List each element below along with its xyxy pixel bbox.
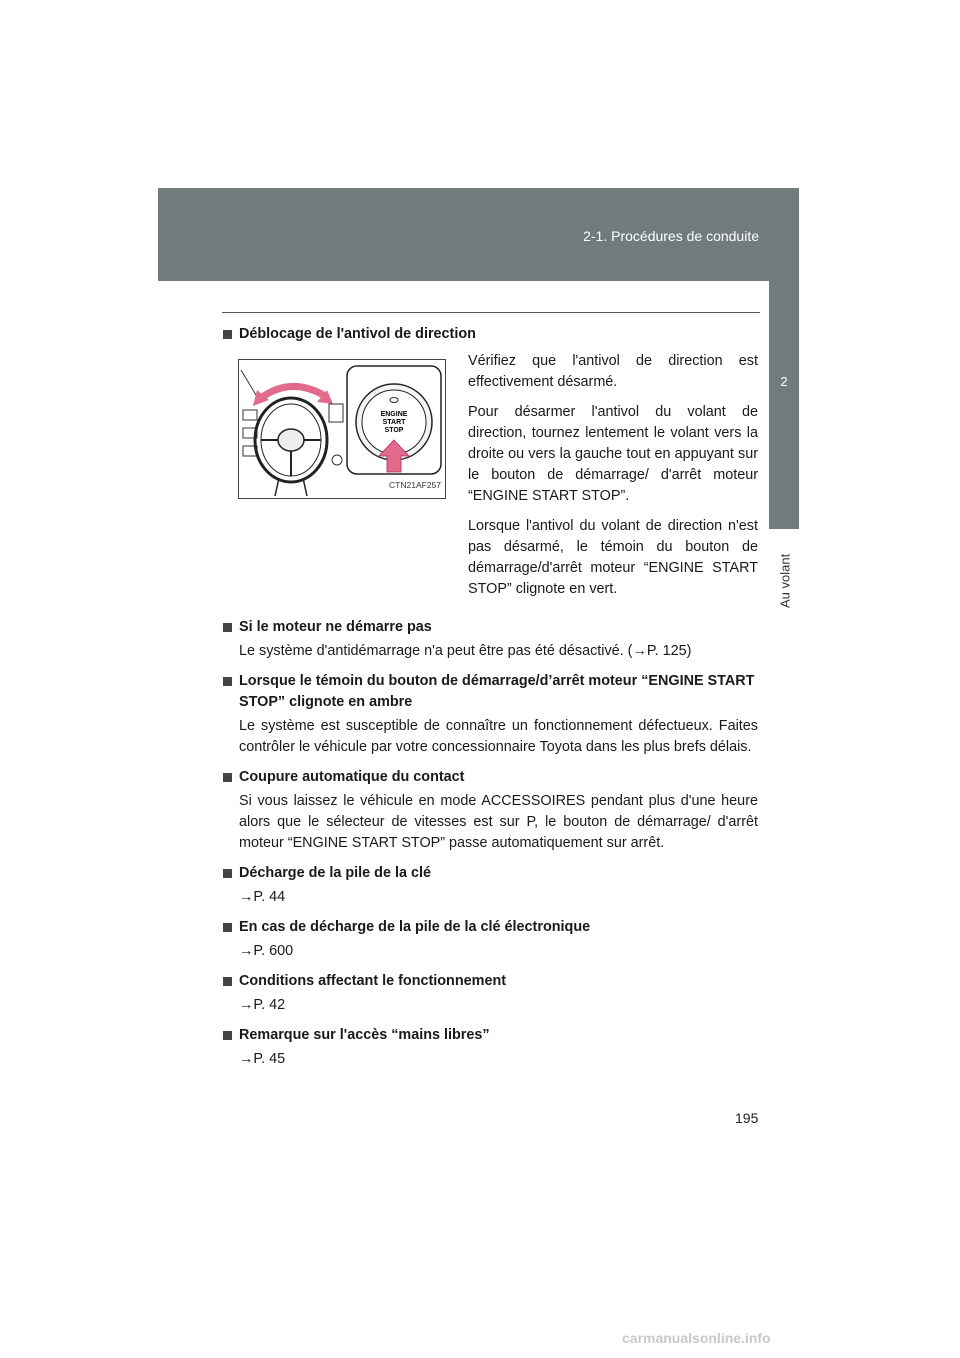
steering-wheel-illustration xyxy=(238,359,446,499)
square-bullet-icon xyxy=(223,1031,232,1040)
section-heading: Coupure automatique du contact xyxy=(222,767,758,788)
square-bullet-icon xyxy=(223,677,232,686)
section-heading: Si le moteur ne démarre pas xyxy=(222,617,758,638)
page-number: 195 xyxy=(735,1110,759,1126)
page-reference: →P. 600 xyxy=(239,943,294,959)
header-band xyxy=(158,188,799,281)
square-bullet-icon xyxy=(223,623,232,632)
section-title: 2-1. Procédures de conduite xyxy=(583,228,759,244)
section-heading: Remarque sur l'accès “mains libres” xyxy=(222,1025,758,1046)
section-heading: Conditions affectant le fonctionnement xyxy=(222,971,758,992)
page-content xyxy=(222,324,758,1079)
square-bullet-icon xyxy=(223,773,232,782)
square-bullet-icon xyxy=(223,923,232,932)
square-bullet-icon xyxy=(223,869,232,878)
watermark[interactable]: carmanualsonline.info xyxy=(622,1330,771,1346)
paragraph: Pour désarmer l'antivol du volant de direction, tournez lentement le volant vers la droite ou vers la gauche tout en appuyant sur le bouton de démarrage/ d'arrêt moteur “ENGINE START STOP”. xyxy=(468,404,758,504)
button-text-stop: STOP xyxy=(384,427,404,434)
page-reference: →P. 42 xyxy=(239,997,286,1013)
paragraph: Vérifiez que l'antivol de direction est effectivement désarmé. xyxy=(468,353,758,390)
section-heading: Lorsque le témoin du bouton de démarrage/d’arrêt moteur “ENGINE START STOP” clignote en ambre xyxy=(222,671,758,713)
button-text-engine: ENGINE xyxy=(380,411,408,418)
figure-row xyxy=(222,351,758,609)
chapter-number: 2 xyxy=(780,374,788,389)
square-bullet-icon xyxy=(223,330,232,339)
page-reference: →P. 44 xyxy=(239,889,286,905)
section-body: Si vous laissez le véhicule en mode ACCESSOIRES pendant plus d'une heure alors que le sélecteur de vitesses est sur P, le bouton de démarrage/ d'arrêt moteur “ENGINE START STOP” passe automatiquement sur arrêt. xyxy=(239,793,758,851)
section-body: Le système est susceptible de connaître un fonctionnement défectueux. Faites contrôler le véhicule par votre concessionnaire Toyota dans les plus brefs délais. xyxy=(239,718,758,755)
button-text-start: START xyxy=(382,419,406,426)
chapter-label: Au volant xyxy=(777,553,793,608)
square-bullet-icon xyxy=(223,977,232,986)
section-heading: Décharge de la pile de la clé xyxy=(222,863,758,884)
section-heading: Déblocage de l'antivol de direction xyxy=(222,324,758,345)
header-rule xyxy=(222,312,760,313)
section-heading: En cas de décharge de la pile de la clé électronique xyxy=(222,917,758,938)
chapter-tab xyxy=(769,281,799,529)
paragraph: Lorsque l'antivol du volant de direction n'est pas désarmé, le témoin du bouton de démarrage/d'arrêt moteur “ENGINE START STOP” clignote en vert. xyxy=(468,518,758,597)
section-body: Le système d'antidémarrage n'a peut être pas été désactivé. (→P. 125) xyxy=(239,643,692,659)
figure-text xyxy=(468,351,758,609)
page-reference: →P. 45 xyxy=(239,1051,286,1067)
figure-caption: CTN21AF257 xyxy=(389,480,441,490)
